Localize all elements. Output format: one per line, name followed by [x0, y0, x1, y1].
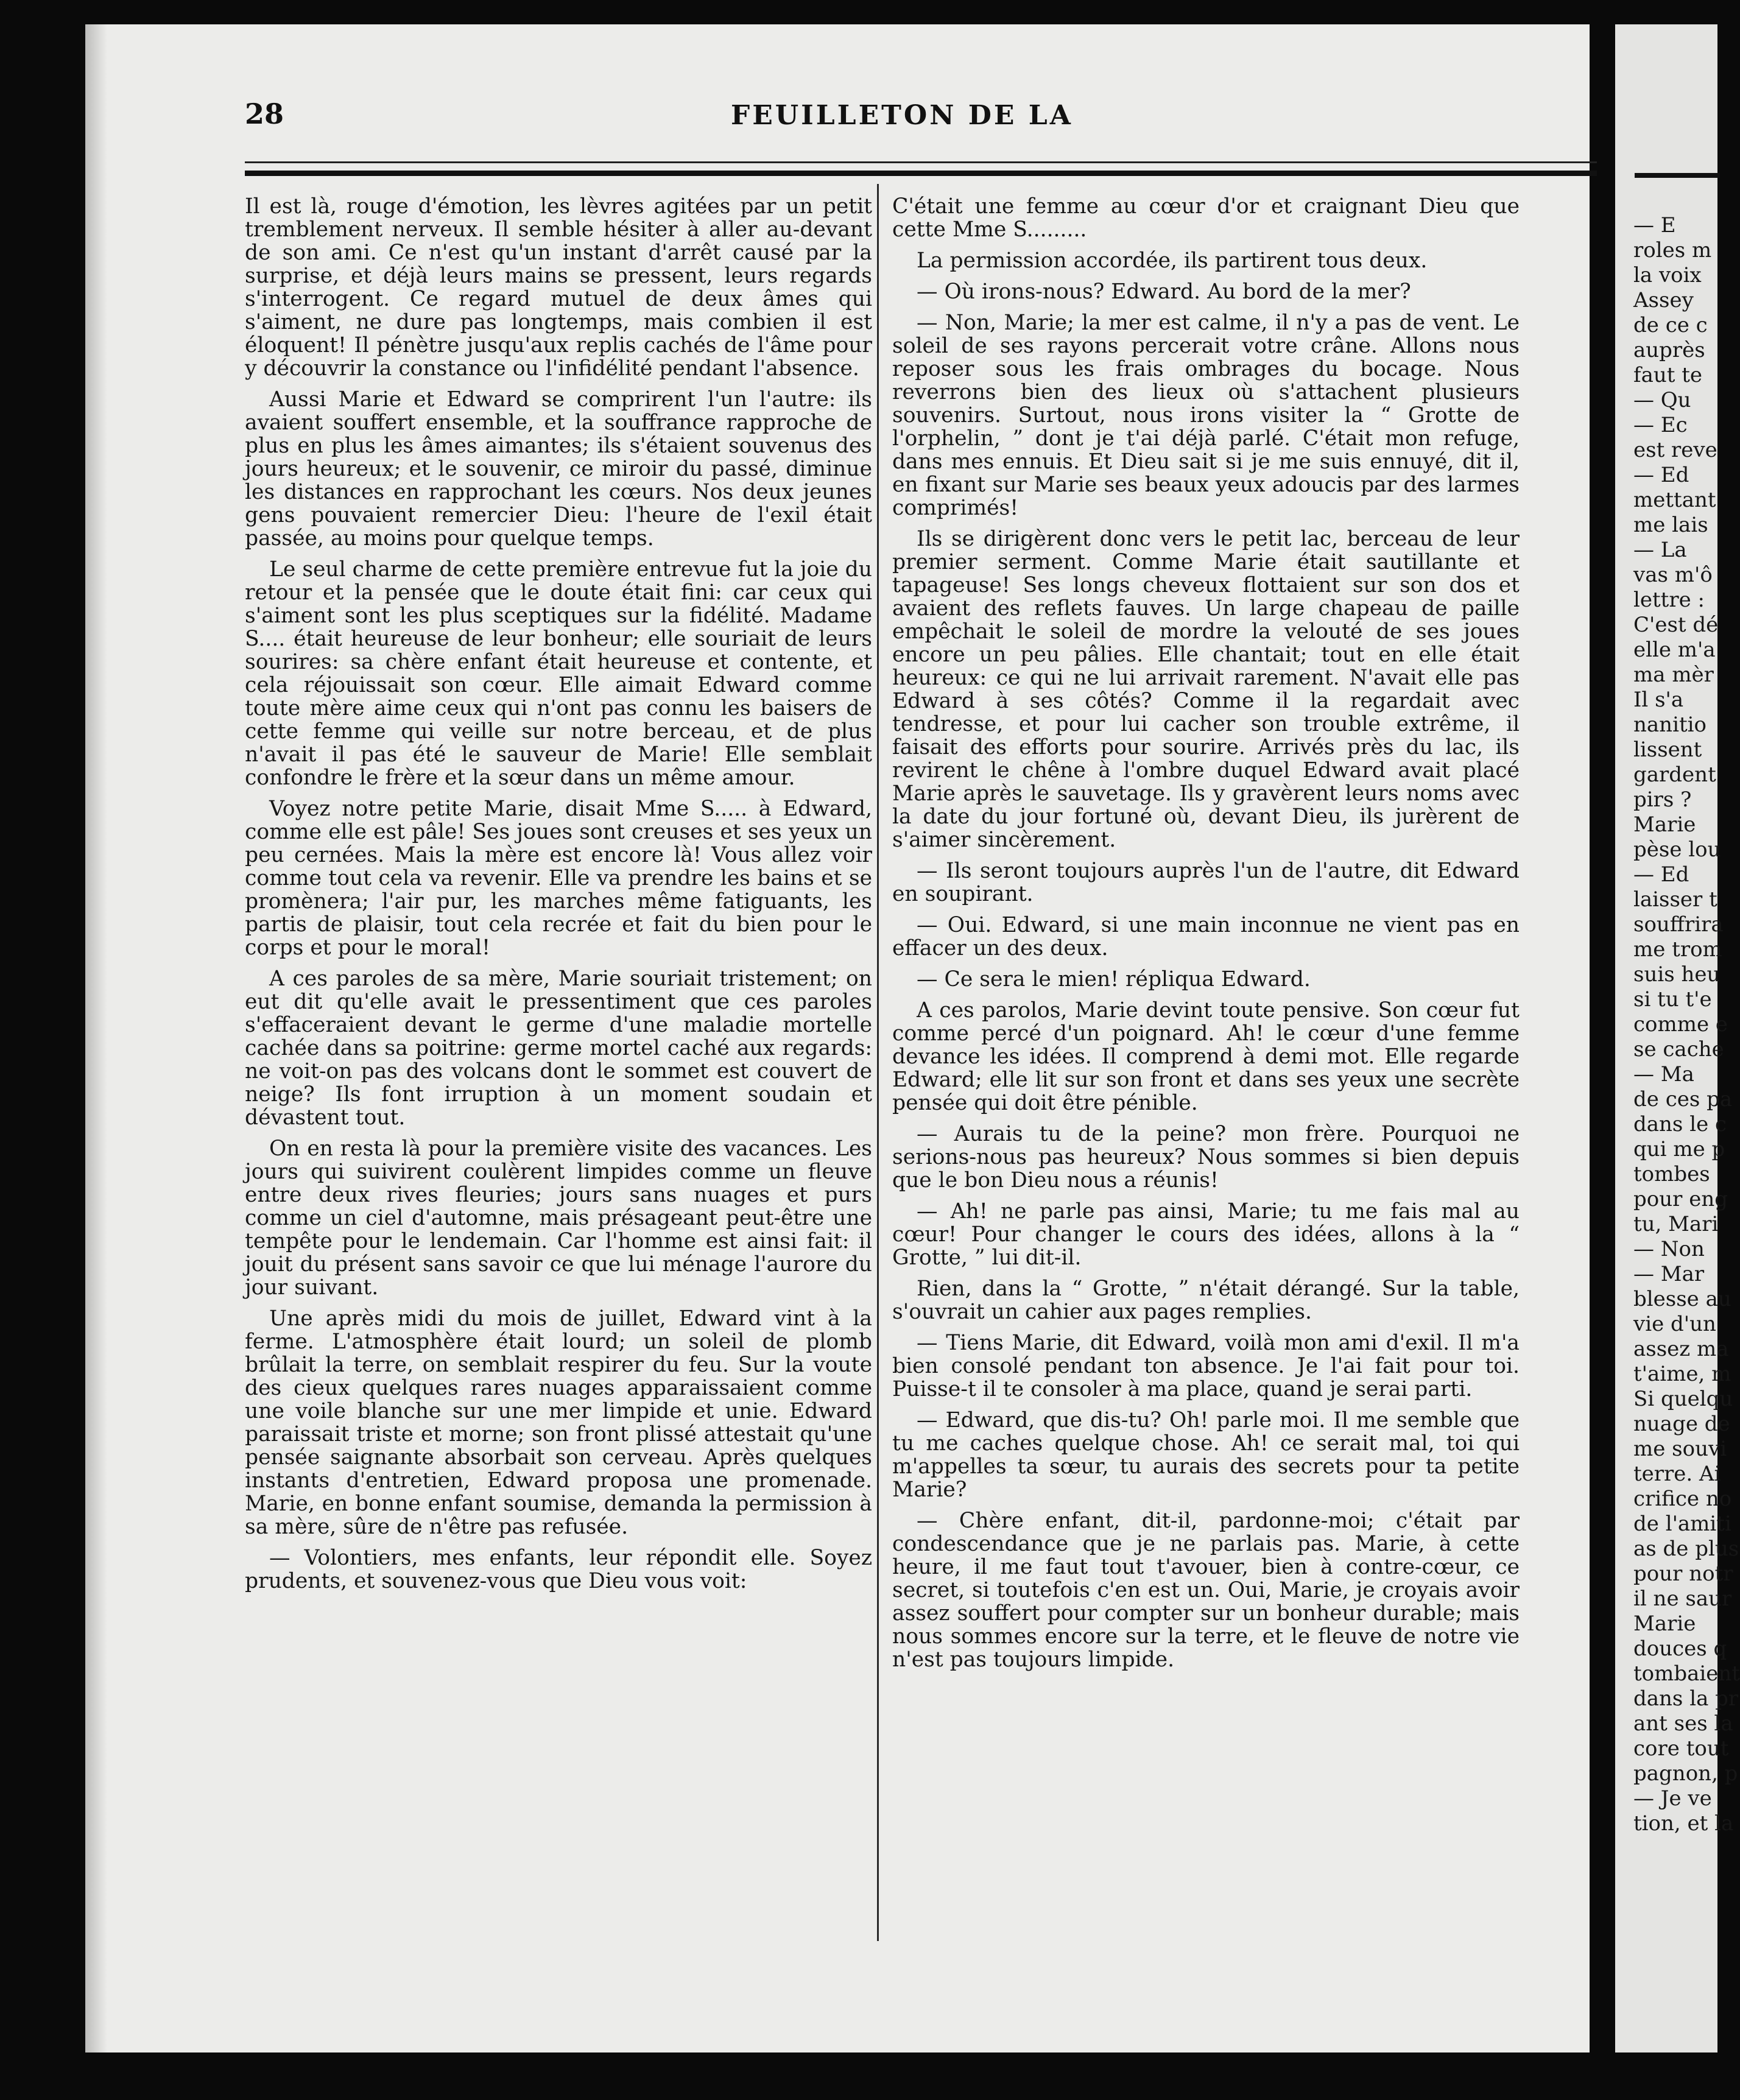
next-page-line: — Non [1633, 1237, 1705, 1261]
next-page-line: — Ed [1633, 862, 1689, 887]
next-page-line: si tu t'e [1633, 987, 1712, 1012]
paragraph: On en resta là pour la première visite des vacances. Les jours qui suivirent coulèrent limpides comme un fleuve entre deux rives fleuries; jours sans nuages et purs comme un ciel d'automne, mais présageant peut-être une tempête pour le lendemain. Car l'homme est ainsi fait: il jouit du présent sans savoir ce que lui ménage l'aurore du jour suivant. [245, 1136, 872, 1300]
next-page-line: Marie [1633, 1612, 1696, 1636]
next-page-line: suis heu [1633, 962, 1721, 987]
next-page-line: me lais [1633, 513, 1708, 537]
next-page-line: vie d'un [1633, 1312, 1716, 1336]
paragraph: — Chère enfant, dit-il, pardonne-moi; c'était par condescendance que je ne parlais pas. Marie, à cette heure, il me faut tout t'avouer, bien à contre-cœur, ce secret, si toutefois c'en est un. Oui, Marie, je croyais avoir assez souffert pour compter sur un bonheur durable; mais nous sommes encore sur la terre, et le fleuve de notre vie n'est pas toujours limpide. [892, 1509, 1520, 1672]
paragraph: A ces parolos, Marie devint toute pensive. Son cœur fut comme percé d'un poignard. Ah! le cœur d'une femme devance les idées. Il comprend à demi mot. Elle regarde Edward; elle lit sur son front et dans ses yeux une secrète pensée qui doit être pénible. [892, 998, 1520, 1115]
next-page-line: pagnon, p [1633, 1761, 1738, 1786]
paragraph: Voyez notre petite Marie, disait Mme S..... à Edward, comme elle est pâle! Ses joues sont creuses et ses yeux un peu cernées. Mais la mère est encore là! Vous allez voir comme tout cela va revenir. Elle va prendre les bains et se promènera; l'air pur, les marches même fatiguants, les partis de plaisir, tout cela recrée et fait du bien pour le corps et pour le moral! [245, 797, 872, 960]
next-page-line: pèse lou [1633, 837, 1721, 862]
next-page-line: t'aime, m [1633, 1362, 1731, 1386]
next-page-line: de ces pa [1633, 1087, 1733, 1112]
next-page-line: crifice no [1633, 1487, 1732, 1511]
next-page-line: gardent [1633, 763, 1716, 787]
paragraph: Le seul charme de cette première entrevue fut la joie du retour et la pensée que le doute était fini: car ceux qui s'aiment sont les plus sceptiques sur la fidélité. Madame S.... était heureuse de leur bonheur; elle souriait de leurs sourires: sa chère enfant était heureuse et contente, et cela réjouissait son cœur. Elle aimait Edward comme toute mère aime ceux qui n'ont pas connu les baisers de cette femme qui veille sur notre berceau, et de plus n'avait il pas été le sauveur de Marie! Elle semblait confondre le frère et la sœur dans un même amour. [245, 557, 872, 790]
paragraph: La permission accordée, ils partirent tous deux. [917, 248, 1428, 273]
next-page-line: core tout [1633, 1736, 1729, 1761]
next-page-line: la voix [1633, 263, 1702, 287]
next-page-rule [1635, 173, 1720, 178]
next-page-line: souffrira [1633, 912, 1724, 937]
next-page-text-fragments [1633, 213, 1740, 1836]
paragraph: — Tiens Marie, dit Edward, voilà mon ami d'exil. Il m'a bien consolé pendant ton absence. Je l'ai fait pour toi. Puisse-t il te consoler à ma place, quand je serai parti. [892, 1331, 1520, 1401]
next-page-line: laisser t [1633, 887, 1717, 912]
next-page-line: — Je ve [1633, 1786, 1712, 1811]
next-page-line: Il s'a [1633, 688, 1684, 712]
next-page-line: faut te [1633, 363, 1703, 387]
paragraph: A ces paroles de sa mère, Marie souriait tristement; on eut dit qu'elle avait le pressentiment que ces paroles s'effaceraient devant le germe d'une maladie mortelle cachée dans sa poitrine: germe mortel caché aux regards: ne voit-on pas des volcans dont le sommet est couvert de neige? Ils font irruption à un moment soudain et dévastent tout. [245, 967, 872, 1130]
next-page-line: douces q [1633, 1637, 1727, 1661]
paragraph: Ils se dirigèrent donc vers le petit lac, berceau de leur premier serment. Comme Marie était sautillante et tapageuse! Ses longs cheveux flottaient sur son dos et avaient des reflets fauves. Un large chapeau de paille empêchait le soleil de mordre la velouté de ses joues encore un peu pâlies. Elle chantait; tout en elle était heureux: ce qui ne lui arrivait rarement. N'avait elle pas Edward à ses côtés? Comme il la regardait avec tendresse, et pour lui cacher son trouble extrême, il faisait des efforts pour sourire. Arrivés près du lac, ils revirent le chêne à l'ombre duquel Edward avait placé Marie après le sauvetage. Ils y gravèrent leurs noms avec la date du jour fortuné où, devant Dieu, ils jurèrent de s'aimer sincèrement. [892, 527, 1520, 852]
next-page-line: dans le c [1633, 1112, 1727, 1136]
column-divider [877, 184, 879, 1941]
next-page-line: est reve [1633, 438, 1717, 462]
next-page-line: — Ec [1633, 413, 1688, 437]
next-page-line: dans la pr [1633, 1686, 1739, 1711]
paragraph: — Aurais tu de la peine? mon frère. Pourquoi ne serions-nous pas heureux? Nous sommes si bien depuis que le bon Dieu nous a réunis! [892, 1122, 1520, 1193]
next-page-line: vas m'ô [1633, 563, 1713, 587]
paragraph: — Où irons-nous? Edward. Au bord de la mer? [917, 280, 1411, 304]
paragraph: — Ils seront toujours auprès l'un de l'autre, dit Edward en soupirant. [892, 859, 1520, 906]
next-page-line: se cache [1633, 1037, 1724, 1062]
next-page-line: mettant [1633, 488, 1716, 512]
next-page-line: terre. Ai [1633, 1462, 1721, 1486]
paragraph: — Volontiers, mes enfants, leur répondit elle. Soyez prudents, et souvenez-vous que Dieu vous voit: [245, 1546, 872, 1593]
next-page-line: ant ses la [1633, 1711, 1733, 1736]
next-page-line: — Ed [1633, 463, 1689, 487]
next-page-line: comme e [1633, 1012, 1728, 1037]
paragraph: — Ah! ne parle pas ainsi, Marie; tu me fais mal au cœur! Pour changer le cours des idées, allons à la “ Grotte, ” lui dit-il. [892, 1199, 1520, 1270]
next-page-line: de ce c [1633, 313, 1708, 337]
next-page-line: nuage de [1633, 1412, 1730, 1436]
next-page-line: — Mar [1633, 1262, 1705, 1286]
next-page-line: tu, Mari [1633, 1212, 1719, 1236]
next-page-line: — Qu [1633, 388, 1691, 412]
page-number: 28 [245, 97, 284, 130]
next-page-line: — E [1633, 213, 1676, 238]
right-column [892, 195, 1520, 1679]
paragraph: C'était une femme au cœur d'or et craignant Dieu que cette Mme S......... [892, 194, 1520, 242]
next-page-line: Assey [1633, 288, 1694, 312]
next-page-line: il ne saur [1633, 1587, 1732, 1611]
next-page-line: pour notr [1633, 1562, 1733, 1586]
next-page-line: Marie [1633, 812, 1696, 837]
next-page-line: tombes [1633, 1162, 1710, 1186]
next-page-line: pour eng [1633, 1187, 1728, 1211]
next-page-line: as de plus [1633, 1537, 1739, 1561]
next-page-line: ma mèr [1633, 663, 1714, 687]
next-page-line: roles m [1633, 238, 1712, 262]
next-page-line: tombaient [1633, 1661, 1740, 1686]
next-page-line: lissent [1633, 738, 1702, 762]
paragraph: — Edward, que dis-tu? Oh! parle moi. Il me semble que tu me caches quelque chose. Ah! ce serait mal, toi qui m'appelles ta sœur, tu aurais des secrets pour ta petite Marie? [892, 1408, 1520, 1502]
paragraph: — Oui. Edward, si une main inconnue ne vient pas en effacer un des deux. [892, 913, 1520, 960]
paragraph: — Non, Marie; la mer est calme, il n'y a pas de vent. Le soleil de ses rayons percerait votre crâne. Allons nous reposer sous les frais ombrages du bocage. Nous reverrons bien des lieux où s'attachent plusieurs souvenirs. Surtout, nous irons visiter la “ Grotte de l'orphelin, ” dont je t'ai déjà parlé. C'était mon refuge, dans mes ennuis. Et Dieu sait si je me suis ennuyé, dit il, en fixant sur Marie ses beaux yeux adoucis par des larmes comprimés! [892, 311, 1520, 520]
newspaper-page [85, 24, 1590, 2052]
next-page-line: — Ma [1633, 1062, 1694, 1087]
header-rule-thin [245, 161, 1597, 163]
next-page-line: elle m'a [1633, 638, 1716, 662]
paragraph: Une après midi du mois de juillet, Edward vint à la ferme. L'atmosphère était lourd; un soleil de plomb brûlait la terre, on semblait respirer du feu. Sur la voute des cieux quelques rares nuages apparaissaient comme une voile blanche sur une mer limpide et unie. Edward paraissait triste et morne; son front plissé attestait qu'une pensée saignante absorbait son cerveau. Après quelques instants d'entretien, Edward proposa une promenade. Marie, en bonne enfant soumise, demanda la permission à sa mère, sûre de n'être pas refusée. [245, 1306, 872, 1539]
paragraph: Rien, dans la “ Grotte, ” n'était dérangé. Sur la table, s'ouvrait un cahier aux pages remplies. [892, 1277, 1520, 1324]
next-page-line: nanitio [1633, 713, 1707, 737]
next-page-line: qui me p [1633, 1137, 1725, 1161]
header-rule-thick [245, 171, 1597, 176]
paragraph: Il est là, rouge d'émotion, les lèvres agitées par un petit tremblement nerveux. Il semble hésiter à aller au-devant de son ami. Ce n'est qu'un instant d'arrêt causé par la surprise, et déjà leurs mains se pressent, leurs regards s'interrogent. Ce regard mutuel de deux âmes qui s'aiment, ne dure pas longtemps, mais combien il est éloquent! Il pénètre jusqu'aux replis cachés de l'âme pour y découvrir la constance ou l'infidélité pendant l'absence. [245, 194, 872, 381]
next-page-line: pirs ? [1633, 788, 1692, 812]
next-page-line: de l'amiti [1633, 1512, 1731, 1536]
next-page-edge [1615, 24, 1740, 2052]
page-spine-shadow [85, 24, 107, 2052]
next-page-line: tion, et la [1633, 1811, 1734, 1836]
paragraph: — Ce sera le mien! répliqua Edward. [917, 967, 1311, 992]
next-page-line: Si quelqu [1633, 1387, 1733, 1411]
next-page-line: me souvi [1633, 1437, 1727, 1461]
next-page-line: lettre : [1633, 588, 1705, 612]
next-page-line: me trom [1633, 937, 1722, 962]
next-page-line: — La [1633, 538, 1687, 562]
next-page-line: C'est dé [1633, 613, 1719, 637]
running-title: FEUILLETON DE LA [731, 100, 1073, 131]
paragraph: Aussi Marie et Edward se comprirent l'un l'autre: ils avaient souffert ensemble, et la souffrance rapproche de plus en plus les âmes aimantes; ils s'étaient souvenus des jours heureux; et le souvenir, ce miroir du passé, diminue les distances en rapprochant les cœurs. Nos deux jeunes gens pouvaient remercier Dieu: l'heure de l'exil était passée, au moins pour quelque temps. [245, 387, 872, 551]
next-page-line: assez ma [1633, 1337, 1729, 1361]
next-page-line: auprès [1633, 338, 1705, 362]
left-column [245, 195, 872, 1601]
next-page-line: blesse au [1633, 1287, 1731, 1311]
